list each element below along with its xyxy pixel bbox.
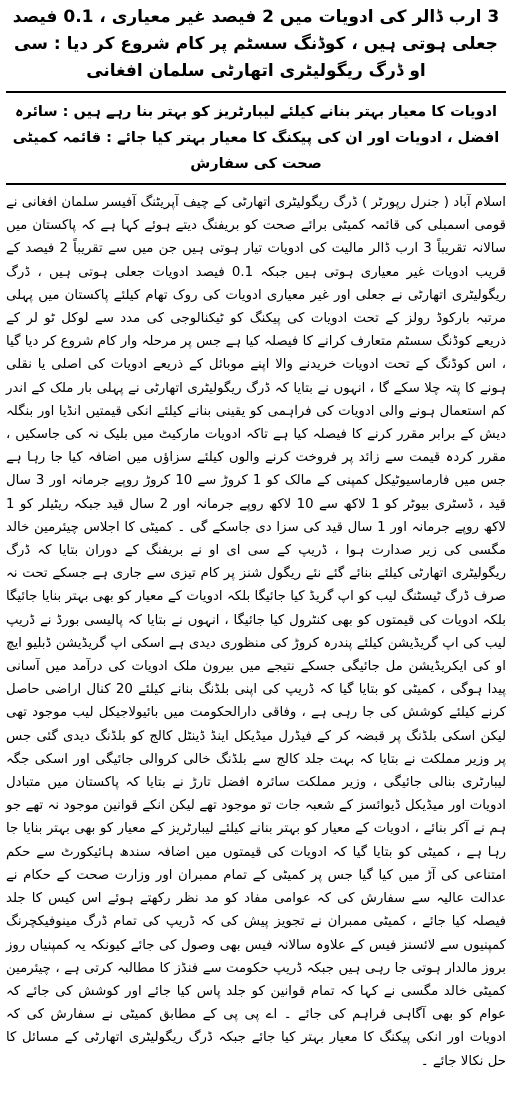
article-body: اسلام آباد ( جنرل رپورٹر ) ڈرگ ریگولیٹری اتھارٹی کے چیف آپریٹنگ آفیسر سلمان افغانی نے قومی اسمبلی کی قائمہ کمیٹی برائے صحت کو بریفنگ دیتے ہوئے کہا ہے کہ پاکستان میں سالانہ تقریباً 3 ارب ڈالر مالیت کی ادویات تیار ہوتی ہیں جن میں سے تقریباً 2 فیصد کے قریب ادویات غیر معیاری ہوتی ہیں جبکہ 0.1 فیصد ادویات جعلی ہوتی ہیں ، ڈرگ ریگولیٹری اتھارٹی نے جعلی اور غیر معیاری ادویات کی روک تھام کیلئے پاکستان میں پہلی مرتبہ بارکوڈ رولز کے تحت ادویات کی پیکنگ کو ٹیکنالوجی کی مدد سے لوکل ٹو لر کے ذریعے کوڈنگ سسٹم متعارف کرانے کا فیصلہ کیا ہے جس پر مرحلہ وار کام شروع کر دیا گیا ، اس کوڈنگ کے تحت ادویات خریدنے والا اپنے موبائل کے ذریعے ادویات کی اصلی یا نقلی ہونے کا پتہ چلا سکے گا ، انہوں نے بتایا کہ ڈرگ ریگولیٹری اتھارٹی نے پہلی بار ملک کے اندر کم استعمال ہونے والی ادویات کی فراہمی کو یقینی بنانے کیلئے انکی قیمتیں انڈیا اور بنگلہ دیش کے برابر مقرر کرنے کا فیصلہ کیا ہے تاکہ ادویات مارکیٹ میں بلیک نہ کی جاسکیں ، مقرر کردہ قیمت سے زائد پر فروخت کرنے والوں کیلئے سزاؤں میں اضافہ کیا جا رہا ہے جس میں فارماسیوٹیکل کمپنی کے مالک کو 1 کروڑ سے 10 کروڑ روپے جرمانہ اور 3 سال قید ، ڈسٹری بیوٹر کو 1 لاکھ سے 10 لاکھ روپے جرمانہ اور 2 سال قید جبکہ ریٹیلر کو 1 لاکھ روپے جرمانہ اور 1 سال قید کی سزا دی جاسکے گی ۔ کمیٹی کا اجلاس چیئرمین خالد مگسی کی زیر صدارت ہوا ، ڈریپ کے سی ای او نے بریفنگ کے دوران بتایا کہ ڈرگ ریگولیٹری اتھارٹی کیلئے بنائے گئے نئے ریگول شنز پر کام تیزی سے جاری ہے جسکے تحت نہ صرف ڈرگ ٹیسٹنگ لیب کو اپ گریڈ کیا جائیگا بلکہ ادویات کے معیار کو بھی بہتر بنایا جائیگا بلکہ ادویات کی قیمتوں کو بھی کنٹرول کیا جائیگا ، انہوں نے بتایا کہ پالیسی بورڈ نے ڈریپ لیب کی اپ گریڈیشن کیلئے پندرہ کروڑ کی منظوری دیدی ہے اسکی اپ گریڈیشن ڈبلیو ایچ او کی ایکریڈیشن مل جائیگی جسکے نتیجے میں بیرون ملک ادویات کی درآمد میں آسانی پیدا ہوگی ، کمیٹی کو بتایا گیا کہ ڈریپ کی اپنی بلڈنگ بنانے کیلئے 20 کنال اراضی حاصل کرنے کیلئے کوشش کی جا رہی ہے ، وفاقی دارالحکومت میں بائیولاجیکل لیب موجود تھی لیکن اسکی بلڈنگ پر قبضہ کر کے فیڈرل میڈیکل اینڈ ڈینٹل کالج کو بلڈنگ دیدی گئی جس پر وزیر مملکت نے بتایا کہ بہت جلد کالج سے بلڈنگ خالی کروالی جائیگی اور اسکی جگہ لیبارٹری بنالی جائیگی ، وزیر مملکت سائرہ افضل تارڑ نے بتایا کہ پاکستان میں متبادل ادویات اور میڈیکل ڈیوائسز کے شعبہ جات تو موجود تھے لیکن انکے قوانین موجود نہ تھے جو ہم نے آکر بنائے ، ادویات کے معیار کو بہتر بنانے کیلئے لیبارٹریز کے معیار کو بھی بہتر بنایا جا رہا ہے ، کمیٹی کو بتایا گیا کہ ادویات کی قیمتوں میں اضافہ سندھ ہائیکورٹ سے حکم امتناعی کی آڑ میں کیا گیا جس پر کمیٹی کے تمام ممبران اور وزارت صحت کے حکام نے عدالت عالیہ سے سفارش کی کہ عوامی مفاد کو مد نظر رکھتے ہوئے اس کیس کا جلد فیصلہ کیا جائے ، کمیٹی ممبران نے تجویز پیش کی کہ ڈریپ کی تمام ڈرگ مینوفیکچرنگ کمپنیوں سے لائسنز فیس کے علاوہ سالانہ فیس بھی وصول کی جائے کیونکہ یہ کمپنیاں روز بروز مالدار ہوتی جا رہی ہیں جبکہ ڈریپ حکومت سے فنڈز کا مطالبہ کرتی ہے ، چیئرمین کمیٹی خالد مگسی نے کہا کہ تمام قوانین کو جلد پاس کیا جائے اور کوشش کی جائے کہ عوام کو بھی آگاہی فراہم کی جائے ۔ اے پی پی کے مطابق کمیٹی نے سفارش کی کہ ادویات اور انکی پیکنگ کا معیار بہتر کیا جائے جبکہ ڈرگ ریگولیٹری اتھارٹی کے مسائل کا حل نکالا جائے ۔ [6, 195, 507, 1069]
headline: 3 ارب ڈالر کی ادویات میں 2 فیصد غیر معیاری ، 0.1 فیصد جعلی ہوتی ہیں ، کوڈنگ سسٹم پر کام شروع کر دیا : سی او ڈرگ ریگولیٹری اتھارٹی سلمان افغانی [12, 7, 500, 81]
subheadline: ادویات کا معیار بہتر بنانے کیلئے لیبارٹریز کو بہتر بنا رہے ہیں : سائرہ افضل ، ادویات اور ان کی پیکنگ کا معیار بہتر کیا جائے : قائمہ کمیٹی صحت کی سفارش [12, 104, 500, 172]
subheadline-divider [6, 183, 506, 185]
headline-divider [6, 91, 506, 93]
